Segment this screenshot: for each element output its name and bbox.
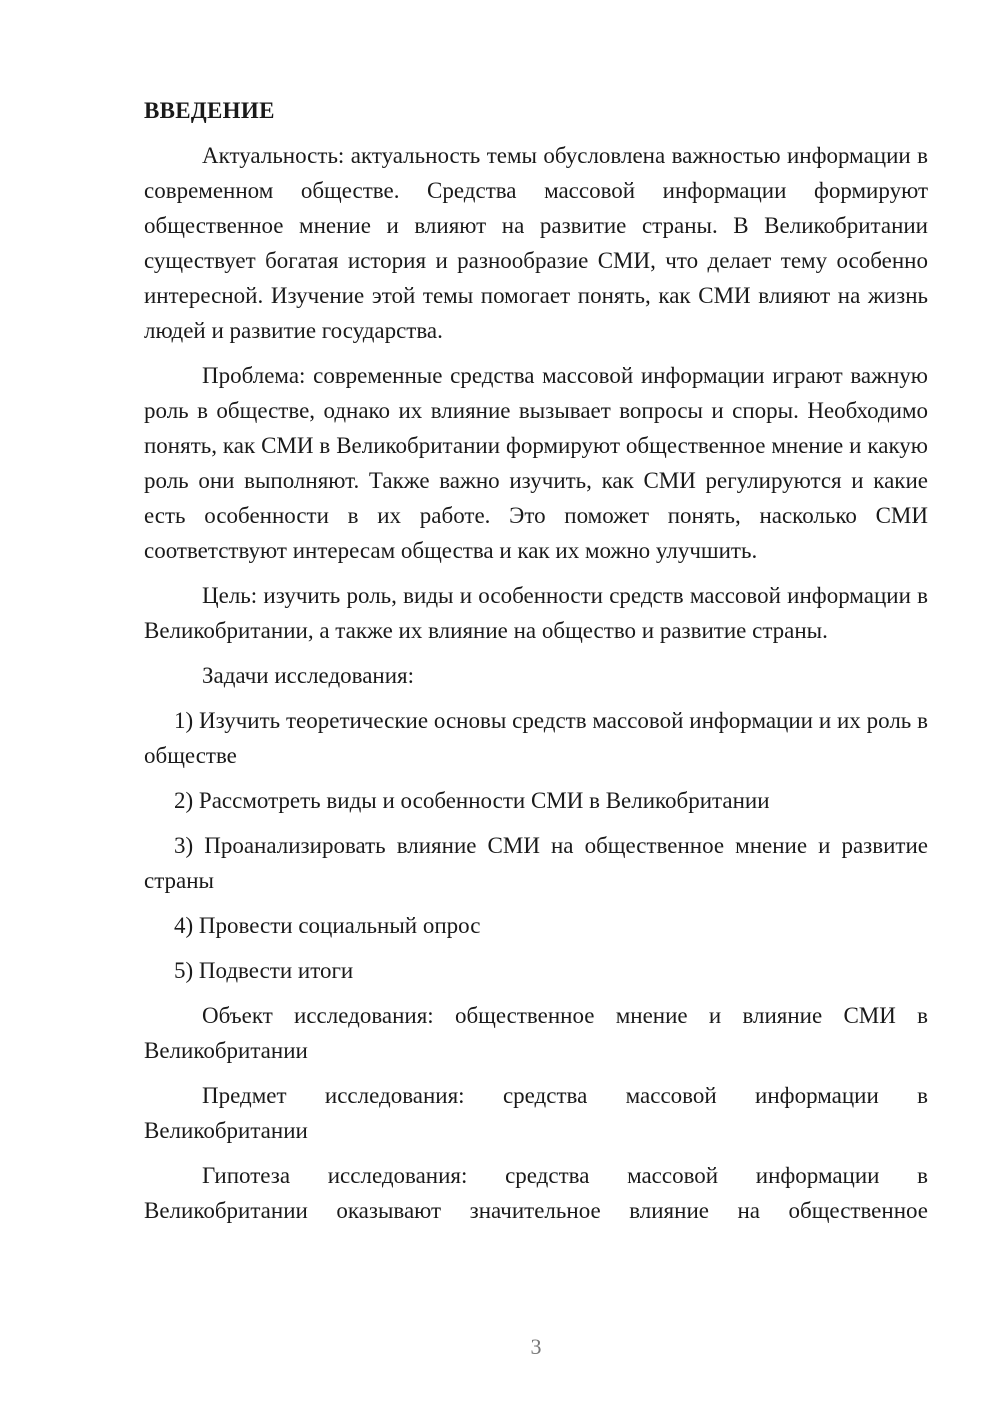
task-item-2: 2) Рассмотреть виды и особенности СМИ в Великобритании: [174, 788, 770, 813]
paragraph-problem: Проблема: современные средства массовой информации играют важную роль в обществе, однако их влияние вызывает вопросы и споры. Необходимо понять, как СМИ в Великобритании формируют общественное мнение и какую роль они выполняют. Также важно изучить, как СМИ регулируются и какие есть особенности в их работе. Это поможет понять, насколько СМИ соответствуют интересам общества и как их можно улучшить.: [144, 363, 928, 563]
tasks-heading: Задачи исследования:: [202, 663, 415, 688]
task-item-5: 5) Подвести итоги: [174, 958, 354, 983]
paragraph-hypothesis: Гипотеза исследования: средства массовой информации в Великобритании оказывают значительное влияние на общественное: [144, 1163, 928, 1223]
paragraph-goal: Цель: изучить роль, виды и особенности средств массовой информации в Великобритании, а также их влияние на общество и развитие страны.: [144, 583, 928, 643]
paragraph-relevance: Актуальность: актуальность темы обусловлена важностью информации в современном обществе. Средства массовой информации формируют общественное мнение и влияют на развитие страны. В Великобритании существует богатая история и разнообразие СМИ, что делает тему особенно интересной. Изучение этой темы помогает понять, как СМИ влияют на жизнь людей и развитие государства.: [144, 143, 928, 343]
paragraph-subject: Предмет исследования: средства массовой информации в Великобритании: [144, 1083, 928, 1143]
paragraph-object: Объект исследования: общественное мнение и влияние СМИ в Великобритании: [144, 1003, 928, 1063]
document-body: [144, 93, 928, 1238]
section-heading: ВВЕДЕНИЕ: [144, 98, 275, 123]
task-item-3: 3) Проанализировать влияние СМИ на общественное мнение и развитие страны: [144, 833, 928, 893]
task-item-1: 1) Изучить теоретические основы средств массовой информации и их роль в обществе: [144, 708, 928, 768]
page-number: 3: [530, 1334, 542, 1359]
task-item-4: 4) Провести социальный опрос: [174, 913, 481, 938]
